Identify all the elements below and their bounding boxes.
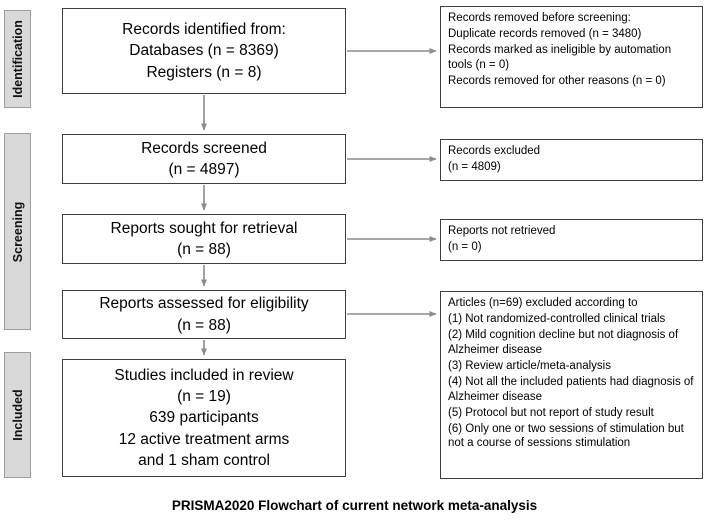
box-reports-not-retrieved [440, 219, 703, 261]
text-line: (2) Mild cognition decline but not diagnosis of Alzheimer disease [448, 328, 679, 356]
text-line: (n = 88) [177, 241, 231, 258]
box-records-removed [440, 6, 703, 108]
box-reports-sought [62, 214, 346, 264]
text-line: Records identified from: [122, 20, 286, 38]
text-line: and 1 sham control [138, 452, 270, 470]
box-articles-excluded [440, 291, 703, 479]
text-line: Records screened [141, 139, 267, 157]
text-line: (n = 4897) [168, 161, 240, 178]
box-studies-included [62, 359, 346, 477]
text-line: Records excluded [448, 145, 541, 157]
text-line: (n = 19) [177, 387, 231, 405]
text-line: 639 participants [149, 409, 259, 427]
text-line: Articles (n=69) excluded according to [448, 297, 638, 309]
text-line: Records marked as ineligible by automation tools (n = 0) [448, 43, 672, 71]
box-records-identified [62, 8, 346, 94]
text-line: Databases (n = 8369) [129, 42, 279, 60]
text-line: (n = 88) [177, 316, 231, 334]
stage-included [4, 352, 31, 478]
text-line: Registers (n = 8) [146, 63, 262, 81]
text-line: Records removed for other reasons (n = 0) [448, 74, 666, 87]
box-reports-assessed [62, 290, 346, 339]
text-line: (6) Only one or two sessions of stimulation but not a course of sessions stimulation [448, 422, 684, 450]
stage-identification-label: Identification [10, 20, 25, 98]
box-records-screened [62, 134, 346, 184]
text-line: 12 active treatment arms [118, 430, 290, 448]
text-line: (5) Protocol but not report of study result [448, 406, 654, 419]
text-line: Reports sought for retrieval [110, 219, 298, 237]
stage-identification [4, 10, 31, 108]
text-line: (n = 4809) [448, 160, 501, 173]
figure-caption: PRISMA2020 Flowchart of current network meta-analysis [171, 498, 538, 513]
stage-included-label: Included [10, 389, 25, 441]
text-line: (3) Review article/meta-analysis [448, 359, 611, 372]
text-line: Studies included in review [114, 366, 294, 384]
box-records-excluded [440, 139, 703, 181]
stage-screening-label: Screening [10, 201, 25, 262]
text-line: (n = 0) [448, 240, 482, 253]
text-line: (4) Not all the included patients had diagnosis of Alzheimer disease [448, 375, 694, 403]
text-line: Records removed before screening: [448, 12, 631, 24]
text-line: Reports assessed for eligibility [99, 295, 309, 313]
text-line: Duplicate records removed (n = 3480) [448, 27, 642, 40]
text-line: (1) Not randomized-controlled clinical trials [448, 312, 666, 325]
stage-screening [4, 133, 31, 330]
text-line: Reports not retrieved [448, 225, 556, 237]
